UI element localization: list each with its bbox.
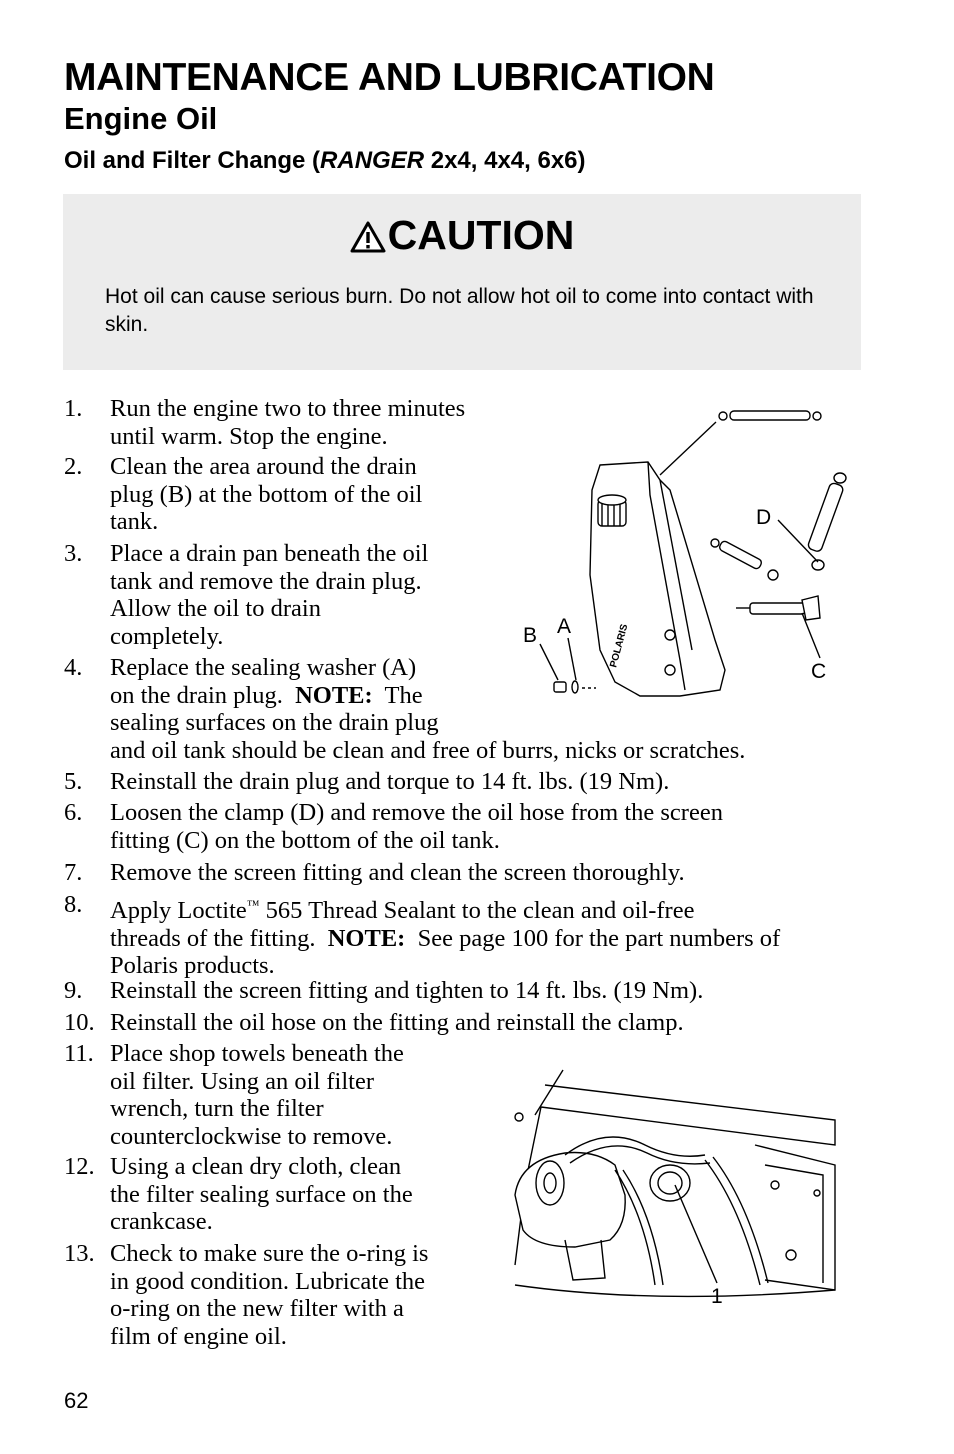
step-line: Check to make sure the o-ring is bbox=[110, 1240, 429, 1267]
step-number: 4. bbox=[64, 654, 83, 681]
caution-heading-text: CAUTION bbox=[387, 212, 575, 258]
step-line: Replace the sealing washer (A) bbox=[110, 654, 417, 681]
step-line: Using a clean dry cloth, clean bbox=[110, 1153, 402, 1180]
step-text-segment: The bbox=[372, 681, 423, 709]
step-text bbox=[110, 395, 465, 450]
step-line: fitting (C) on the bottom of the oil tank. bbox=[110, 826, 500, 854]
step-text bbox=[110, 1240, 428, 1350]
trademark-symbol: ™ bbox=[246, 897, 260, 912]
step-line: Polaris products. bbox=[110, 952, 275, 980]
step-text bbox=[110, 540, 428, 650]
caution-text: Hot oil can cause serious burn. Do not allow hot oil to come into contact with skin. bbox=[105, 285, 814, 336]
step-number: 3. bbox=[64, 540, 83, 567]
step-number: 11. bbox=[64, 1040, 94, 1067]
step-line: film of engine oil. bbox=[110, 1322, 287, 1350]
step-number: 5. bbox=[64, 768, 83, 795]
step-text bbox=[110, 859, 870, 887]
step-text-segment: on the drain plug. bbox=[110, 681, 296, 709]
step-number: 12. bbox=[64, 1153, 95, 1180]
note-label: NOTE: bbox=[295, 681, 373, 709]
step-line: until warm. Stop the engine. bbox=[110, 422, 388, 450]
step-line: counterclockwise to remove. bbox=[110, 1122, 393, 1150]
step-line: sealing surfaces on the drain plug bbox=[110, 709, 439, 736]
page-title: MAINTENANCE AND LUBRICATION bbox=[64, 56, 715, 99]
note-label: NOTE: bbox=[327, 924, 406, 952]
step-line: completely. bbox=[110, 622, 224, 650]
step-line: Allow the oil to drain bbox=[110, 595, 321, 622]
step-number: 7. bbox=[64, 859, 83, 886]
section-title: Engine Oil bbox=[64, 101, 218, 136]
subsection-title bbox=[64, 147, 586, 175]
page-number: 62 bbox=[64, 1388, 89, 1413]
step-line: tank. bbox=[110, 508, 159, 535]
step-line: and oil tank should be clean and free of burrs, nicks or scratches. bbox=[110, 736, 746, 764]
oil-filter-illustration bbox=[505, 1065, 850, 1310]
step-line: Run the engine two to three minutes bbox=[110, 395, 466, 422]
step-line: crankcase. bbox=[110, 1208, 213, 1235]
step-text bbox=[110, 1040, 404, 1150]
step-number: 2. bbox=[64, 453, 83, 480]
oil-filter-figure bbox=[505, 1065, 850, 1310]
step-line: Reinstall the drain plug and torque to 14 ft. lbs. (19 Nm). bbox=[110, 768, 670, 795]
step-line: plug (B) at the bottom of the oil bbox=[110, 480, 423, 508]
step-number: 8. bbox=[64, 891, 83, 918]
step-line: o-ring on the new filter with a bbox=[110, 1295, 404, 1322]
step-text bbox=[110, 891, 880, 980]
step-text-segment: 565 Thread Sealant to the clean and oil-free bbox=[259, 897, 695, 925]
step-line: tank and remove the drain plug. bbox=[110, 567, 422, 595]
step-line: the filter sealing surface on the bbox=[110, 1180, 413, 1208]
step-text bbox=[110, 453, 422, 536]
callout-label-1: 1 bbox=[711, 1285, 723, 1308]
warning-triangle-icon bbox=[350, 221, 386, 253]
step-line bbox=[110, 925, 880, 953]
subtitle-model-name: RANGER bbox=[320, 147, 425, 174]
step-line: Reinstall the oil hose on the fitting and reinstall the clamp. bbox=[110, 1009, 684, 1036]
step-text-segment: See page 100 for the part numbers of bbox=[405, 924, 781, 952]
caution-heading bbox=[63, 212, 861, 259]
step-line: Reinstall the screen fitting and tighten to 14 ft. lbs. (19 Nm). bbox=[110, 977, 704, 1004]
callout-label-b: B bbox=[523, 624, 538, 647]
step-number: 10. bbox=[64, 1009, 95, 1036]
step-text bbox=[110, 768, 870, 796]
step-line bbox=[110, 891, 880, 925]
step-text bbox=[110, 1153, 413, 1236]
caution-box bbox=[63, 194, 861, 370]
callout-label-a: A bbox=[557, 615, 572, 638]
step-text bbox=[110, 1009, 870, 1037]
subtitle-prefix: Oil and Filter Change ( bbox=[64, 147, 321, 174]
step-number: 13. bbox=[64, 1240, 95, 1267]
step-line: oil filter. Using an oil filter bbox=[110, 1067, 375, 1095]
oil-tank-illustration bbox=[520, 400, 850, 710]
callout-label-c: C bbox=[811, 660, 827, 683]
subtitle-suffix: 2x4, 4x4, 6x6) bbox=[424, 147, 586, 174]
tank-brand-text: POLARIS bbox=[608, 622, 631, 669]
step-line: Remove the screen fitting and clean the screen thoroughly. bbox=[110, 859, 685, 886]
step-line: Place a drain pan beneath the oil bbox=[110, 540, 429, 567]
step-text-segment: threads of the fitting. bbox=[110, 924, 328, 952]
oil-tank-figure bbox=[520, 400, 850, 710]
step-text bbox=[110, 799, 870, 854]
step-text bbox=[110, 977, 870, 1005]
step-line: Clean the area around the drain bbox=[110, 453, 417, 480]
step-line: wrench, turn the filter bbox=[110, 1095, 324, 1122]
step-line: Place shop towels beneath the bbox=[110, 1040, 404, 1067]
step-line: Loosen the clamp (D) and remove the oil hose from the screen bbox=[110, 799, 723, 826]
step-number: 9. bbox=[64, 977, 83, 1004]
step-text-segment: Apply Loctite bbox=[110, 897, 247, 925]
callout-label-d: D bbox=[756, 506, 772, 529]
step-line: in good condition. Lubricate the bbox=[110, 1267, 426, 1295]
step-number: 1. bbox=[64, 395, 83, 422]
step-number: 6. bbox=[64, 799, 83, 826]
